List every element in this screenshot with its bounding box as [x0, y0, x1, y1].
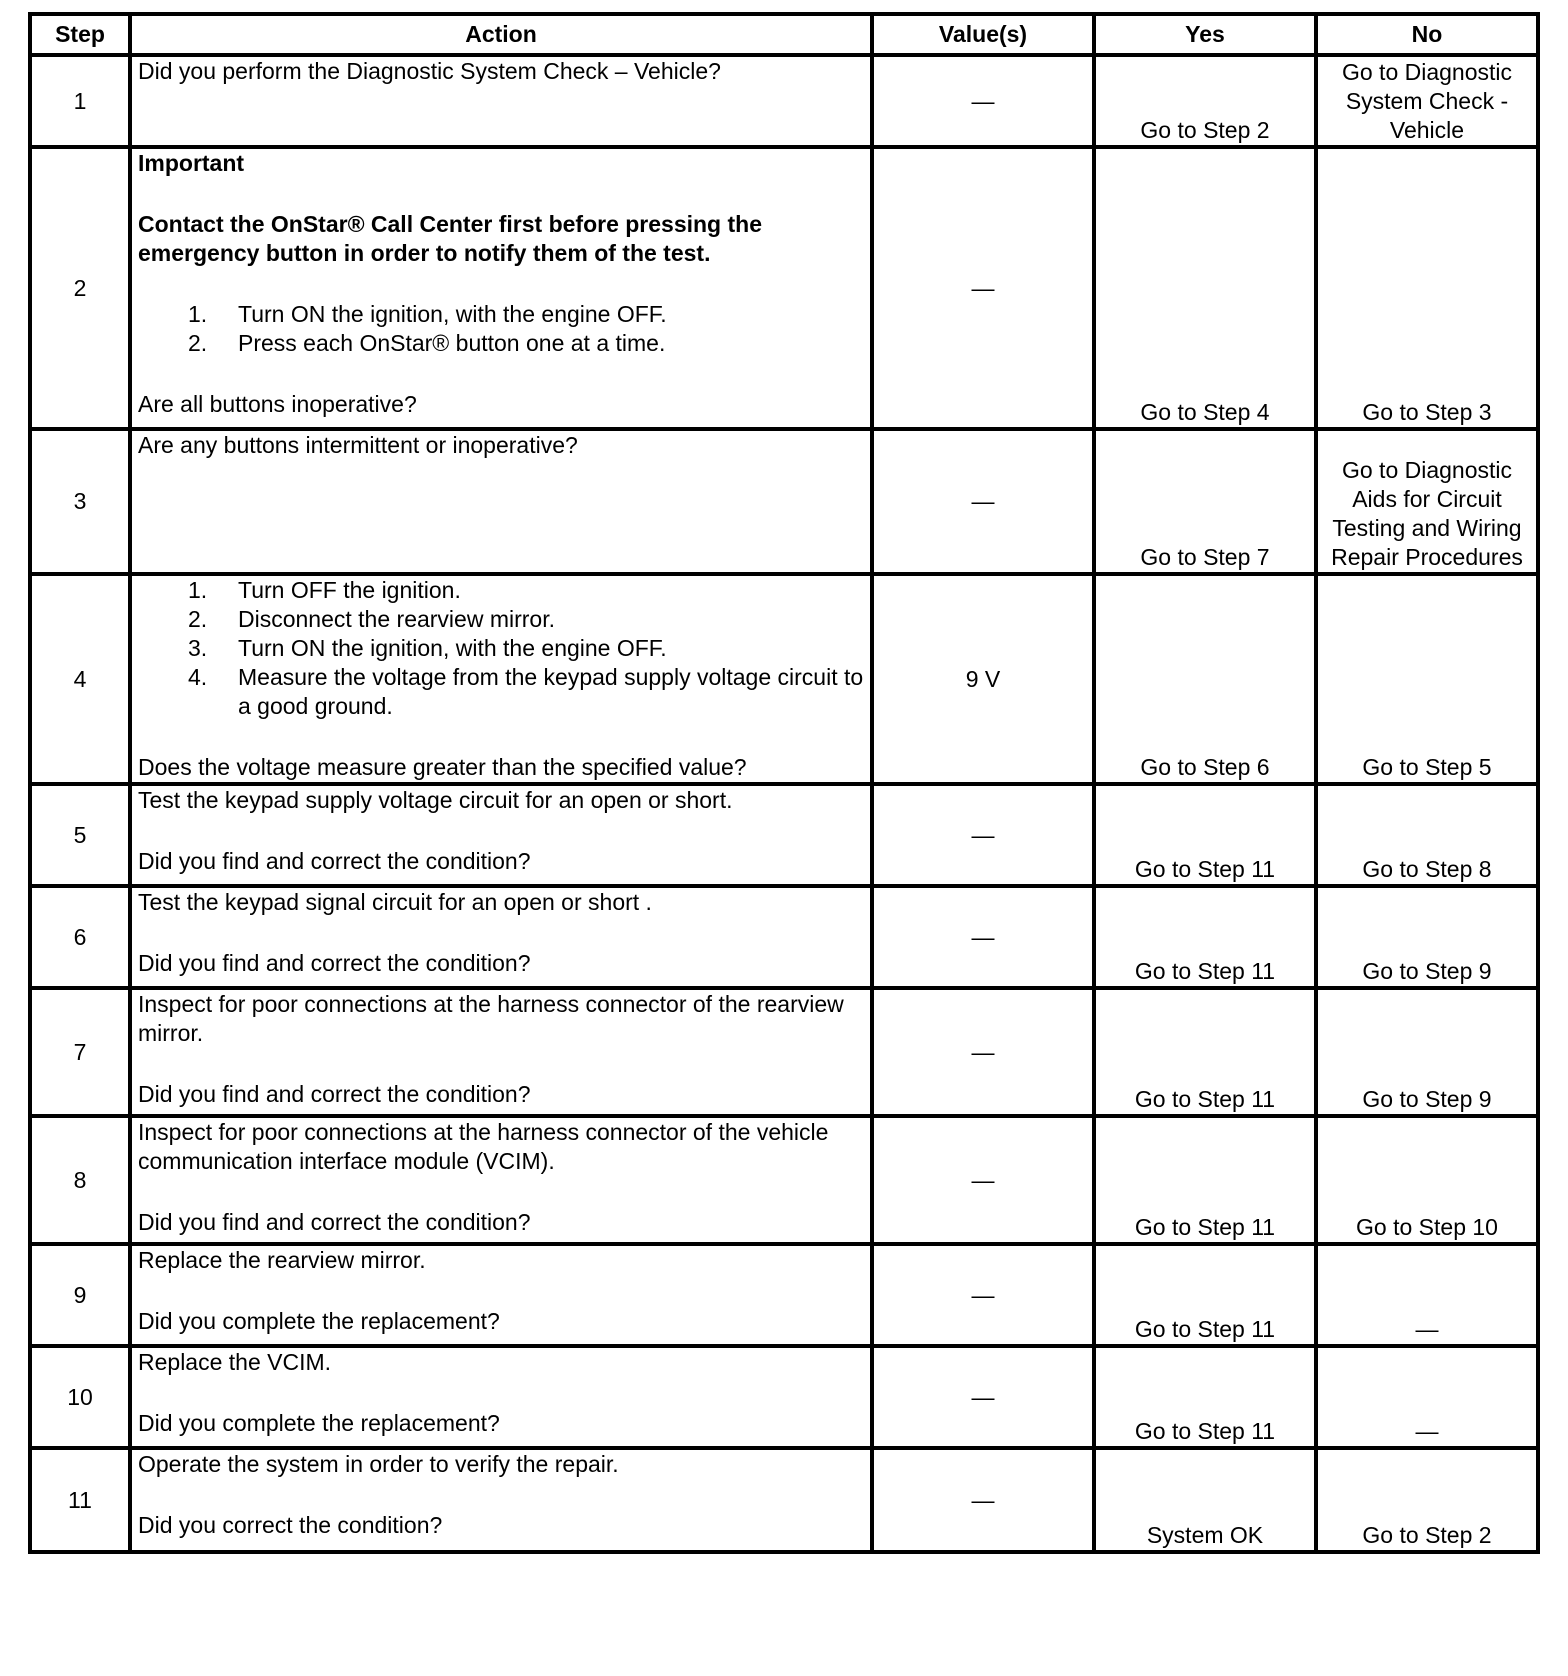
- value-cell: —: [872, 55, 1094, 147]
- step-number: 1: [30, 55, 130, 147]
- action-cell: [130, 574, 872, 784]
- procedure-item-text: Press each OnStar® button one at a time.: [238, 330, 666, 356]
- table-row: [30, 574, 1538, 784]
- action-cell: [130, 1244, 872, 1346]
- no-result: Go to Step 8: [1316, 784, 1538, 886]
- yes-result: Go to Step 2: [1094, 55, 1316, 147]
- action-text: Did you perform the Diagnostic System Check – Vehicle?: [138, 58, 721, 84]
- no-result: Go to Step 10: [1316, 1116, 1538, 1244]
- yes-result: Go to Step 11: [1094, 1116, 1316, 1244]
- spacer: [138, 358, 864, 390]
- procedure-item: [138, 634, 864, 663]
- procedure-item: [138, 663, 864, 721]
- yes-result: System OK: [1094, 1448, 1316, 1552]
- procedure-item: [138, 300, 864, 329]
- table-body: [30, 55, 1538, 1552]
- value-cell: —: [872, 1448, 1094, 1552]
- procedure-item-number: 1.: [188, 577, 208, 603]
- spacer: [138, 268, 864, 300]
- spacer: [138, 1048, 864, 1080]
- table-row: [30, 1116, 1538, 1244]
- action-text: Test the keypad signal circuit for an open or short .: [138, 889, 652, 915]
- action-text: Test the keypad supply voltage circuit for an open or short.: [138, 787, 733, 813]
- value-cell: —: [872, 1346, 1094, 1448]
- header-step: Step: [30, 14, 130, 55]
- action-text: Inspect for poor connections at the harness connector of the rearview mirror.: [138, 991, 844, 1046]
- important-note: Important: [138, 150, 245, 176]
- action-text: Does the voltage measure greater than the specified value?: [138, 754, 747, 780]
- procedure-item-text: Measure the voltage from the keypad supply voltage circuit to a good ground.: [238, 664, 864, 719]
- yes-result: Go to Step 11: [1094, 988, 1316, 1116]
- action-text: Did you find and correct the condition?: [138, 1081, 531, 1107]
- action-text: Did you find and correct the condition?: [138, 1209, 531, 1235]
- yes-result: Go to Step 11: [1094, 886, 1316, 988]
- procedure-list: [138, 300, 864, 358]
- yes-result: Go to Step 11: [1094, 1346, 1316, 1448]
- procedure-item-text: Turn ON the ignition, with the engine OFF.: [238, 635, 667, 661]
- action-cell: [130, 886, 872, 988]
- step-number: 11: [30, 1448, 130, 1552]
- header-no: No: [1316, 14, 1538, 55]
- action-text: Did you complete the replacement?: [138, 1308, 500, 1334]
- value-cell: —: [872, 886, 1094, 988]
- action-text: Inspect for poor connections at the harness connector of the vehicle communication interface module (VCIM).: [138, 1119, 829, 1174]
- spacer: [138, 1479, 864, 1511]
- no-result: Go to Diagnostic System Check - Vehicle: [1316, 55, 1538, 147]
- procedure-item: [138, 329, 864, 358]
- header-row: [30, 14, 1538, 55]
- step-number: 8: [30, 1116, 130, 1244]
- value-cell: —: [872, 784, 1094, 886]
- yes-result: Go to Step 7: [1094, 429, 1316, 574]
- yes-result: Go to Step 4: [1094, 147, 1316, 429]
- table-row: [30, 784, 1538, 886]
- step-number: 5: [30, 784, 130, 886]
- value-cell: 9 V: [872, 574, 1094, 784]
- table-row: [30, 886, 1538, 988]
- action-text: Replace the VCIM.: [138, 1349, 332, 1375]
- procedure-list: [138, 576, 864, 721]
- procedure-item-number: 1.: [188, 301, 208, 327]
- procedure-item-text: Disconnect the rearview mirror.: [238, 606, 555, 632]
- table-row: [30, 988, 1538, 1116]
- table-row: [30, 429, 1538, 574]
- step-number: 10: [30, 1346, 130, 1448]
- procedure-item-text: Turn ON the ignition, with the engine OFF.: [238, 301, 667, 327]
- no-result: Go to Diagnostic Aids for Circuit Testing and Wiring Repair Procedures: [1316, 429, 1538, 574]
- spacer: [138, 917, 864, 949]
- yes-result: Go to Step 11: [1094, 1244, 1316, 1346]
- action-cell: [130, 147, 872, 429]
- no-result: Go to Step 9: [1316, 886, 1538, 988]
- header-action: Action: [130, 14, 872, 55]
- action-cell: [130, 1448, 872, 1552]
- action-text: Operate the system in order to verify the repair.: [138, 1451, 619, 1477]
- action-cell: [130, 1346, 872, 1448]
- action-cell: [130, 55, 872, 147]
- action-cell: [130, 784, 872, 886]
- step-number: 6: [30, 886, 130, 988]
- table-row: [30, 1244, 1538, 1346]
- procedure-item-number: 2.: [188, 330, 208, 356]
- procedure-item: [138, 576, 864, 605]
- header-yes: Yes: [1094, 14, 1316, 55]
- no-result: Go to Step 5: [1316, 574, 1538, 784]
- value-cell: —: [872, 147, 1094, 429]
- table-row: [30, 55, 1538, 147]
- action-text: Replace the rearview mirror.: [138, 1247, 426, 1273]
- important-note: Contact the OnStar® Call Center first before pressing the emergency button in order to notify them of the test.: [138, 211, 762, 266]
- no-result: —: [1316, 1346, 1538, 1448]
- procedure-item: [138, 605, 864, 634]
- action-text: Did you find and correct the condition?: [138, 848, 531, 874]
- spacer: [138, 721, 864, 753]
- spacer: [138, 1377, 864, 1409]
- table-row: [30, 1346, 1538, 1448]
- yes-result: Go to Step 6: [1094, 574, 1316, 784]
- action-text: Did you correct the condition?: [138, 1512, 443, 1538]
- action-cell: [130, 988, 872, 1116]
- procedure-item-text: Turn OFF the ignition.: [238, 577, 461, 603]
- step-number: 4: [30, 574, 130, 784]
- header-values: Value(s): [872, 14, 1094, 55]
- no-result: —: [1316, 1244, 1538, 1346]
- diagnostic-table: [28, 12, 1540, 1554]
- table-header: [30, 14, 1538, 55]
- spacer: [138, 815, 864, 847]
- procedure-item-number: 3.: [188, 635, 208, 661]
- action-text: Are all buttons inoperative?: [138, 391, 417, 417]
- value-cell: —: [872, 1116, 1094, 1244]
- action-cell: [130, 1116, 872, 1244]
- step-number: 3: [30, 429, 130, 574]
- spacer: [138, 178, 864, 210]
- no-result: Go to Step 2: [1316, 1448, 1538, 1552]
- action-cell: [130, 429, 872, 574]
- action-text: Did you complete the replacement?: [138, 1410, 500, 1436]
- no-result: Go to Step 9: [1316, 988, 1538, 1116]
- value-cell: —: [872, 1244, 1094, 1346]
- procedure-item-number: 2.: [188, 606, 208, 632]
- spacer: [138, 1275, 864, 1307]
- no-result: Go to Step 3: [1316, 147, 1538, 429]
- table-row: [30, 147, 1538, 429]
- value-cell: —: [872, 429, 1094, 574]
- step-number: 7: [30, 988, 130, 1116]
- value-cell: —: [872, 988, 1094, 1116]
- procedure-item-number: 4.: [188, 664, 208, 690]
- step-number: 2: [30, 147, 130, 429]
- table-row: [30, 1448, 1538, 1552]
- step-number: 9: [30, 1244, 130, 1346]
- yes-result: Go to Step 11: [1094, 784, 1316, 886]
- spacer: [138, 1176, 864, 1208]
- action-text: Did you find and correct the condition?: [138, 950, 531, 976]
- action-text: Are any buttons intermittent or inoperative?: [138, 432, 578, 458]
